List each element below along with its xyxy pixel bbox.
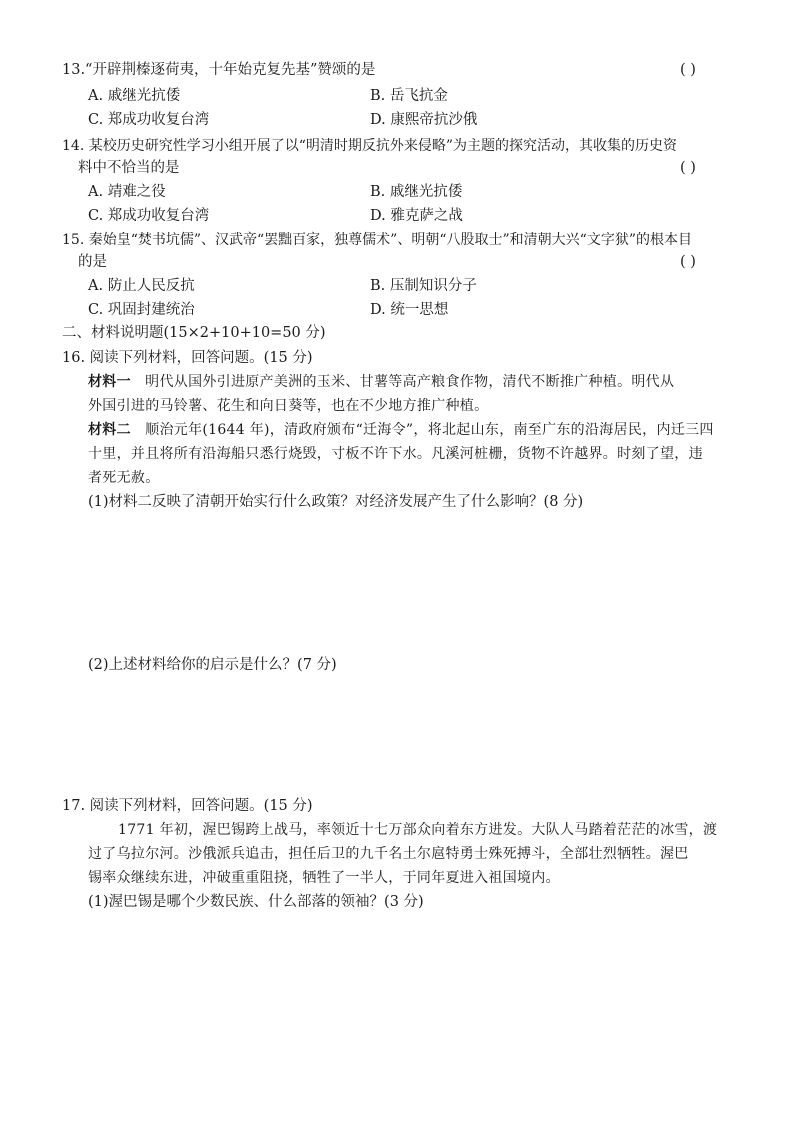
q15-answer-paren: ( ) [680, 254, 696, 270]
q13-option-d: D. 康熙帝抗沙俄 [370, 112, 478, 128]
material1-label: 材料一 [88, 374, 131, 390]
q14-stem-line1: 14. 某校历史研究性学习小组开展了以“明清时期反抗外来侵略”为主题的探究活动，其收集的历史资 [62, 138, 678, 154]
q14-stem-line2: 料中不恰当的是 [78, 160, 180, 176]
q16-material1-line2: 外国引进的马铃薯、花生和向日葵等，也在不少地方推广种植。 [88, 398, 489, 414]
q15-option-b: B. 压制知识分子 [370, 278, 477, 294]
q17-subquestion-1: (1)渥巴锡是哪个少数民族、什么部落的领袖？(3 分) [88, 894, 424, 910]
q13-answer-paren: ( ) [680, 62, 696, 78]
q15-stem-line2: 的是 [78, 254, 107, 270]
q15-stem-line1: 15. 秦始皇“焚书坑儒”、汉武帝“罢黜百家，独尊儒术”、明朝“八股取士”和清朝大兴“文字狱”的根本目 [62, 232, 692, 248]
q16-material2-line1 [88, 420, 714, 440]
q17-passage-line3: 锡率众继续东进，冲破重重阻挠，牺牲了一半人，于同年夏进入祖国境内。 [88, 870, 560, 886]
q14-option-b: B. 戚继光抗倭 [370, 184, 463, 200]
q15-option-c: C. 巩固封建统治 [88, 302, 195, 318]
q13-option-a: A. 戚继光抗倭 [88, 88, 181, 104]
q17-passage-line2: 过了乌拉尔河。沙俄派兵追击，担任后卫的九千名土尔扈特勇士殊死搏斗，全部壮烈牺牲。渥巴 [88, 846, 689, 862]
material2-text: 顺治元年(1644 年)，清政府颁布“迁海令”，将北起山东，南至广东的沿海居民，内迁三四 [145, 422, 714, 438]
q16-material2-line3: 者死无赦。 [88, 470, 160, 486]
q16-material2-line2: 十里，并且将所有沿海船只悉行烧毁，寸板不许下水。凡溪河桩栅，货物不许越界。时刻了望，违 [88, 446, 703, 462]
q13-option-b: B. 岳飞抗金 [370, 88, 448, 104]
q15-option-a: A. 防止人民反抗 [88, 278, 195, 294]
q16-subquestion-2: (2)上述材料给你的启示是什么？(7 分) [88, 657, 337, 673]
q17-stem: 17. 阅读下列材料，回答问题。(15 分) [62, 798, 313, 814]
q14-option-c: C. 郑成功收复台湾 [88, 208, 210, 224]
q15-option-d: D. 统一思想 [370, 302, 449, 318]
material2-label: 材料二 [88, 422, 131, 438]
q16-material1-line1 [88, 372, 674, 392]
q13-stem: 13.“开辟荆榛逐荷夷，十年始克复先基”赞颂的是 [62, 62, 376, 78]
section-title: 二、材料说明题(15×2+10+10=50 分) [62, 325, 326, 341]
q14-option-d: D. 雅克萨之战 [370, 208, 463, 224]
q16-stem: 16. 阅读下列材料，回答问题。(15 分) [62, 350, 313, 366]
q13-option-c: C. 郑成功收复台湾 [88, 112, 210, 128]
q17-passage-line1: 1771 年初，渥巴锡跨上战马，率领近十七万部众向着东方进发。大队人马踏着茫茫的冰雪，渡 [118, 822, 718, 838]
material1-text: 明代从国外引进原产美洲的玉米、甘薯等高产粮食作物，清代不断推广种植。明代从 [145, 374, 675, 390]
q14-option-a: A. 靖难之役 [88, 184, 166, 200]
q14-answer-paren: ( ) [680, 160, 696, 176]
q16-subquestion-1: (1)材料二反映了清朝开始实行什么政策？对经济发展产生了什么影响？(8 分) [88, 494, 584, 510]
